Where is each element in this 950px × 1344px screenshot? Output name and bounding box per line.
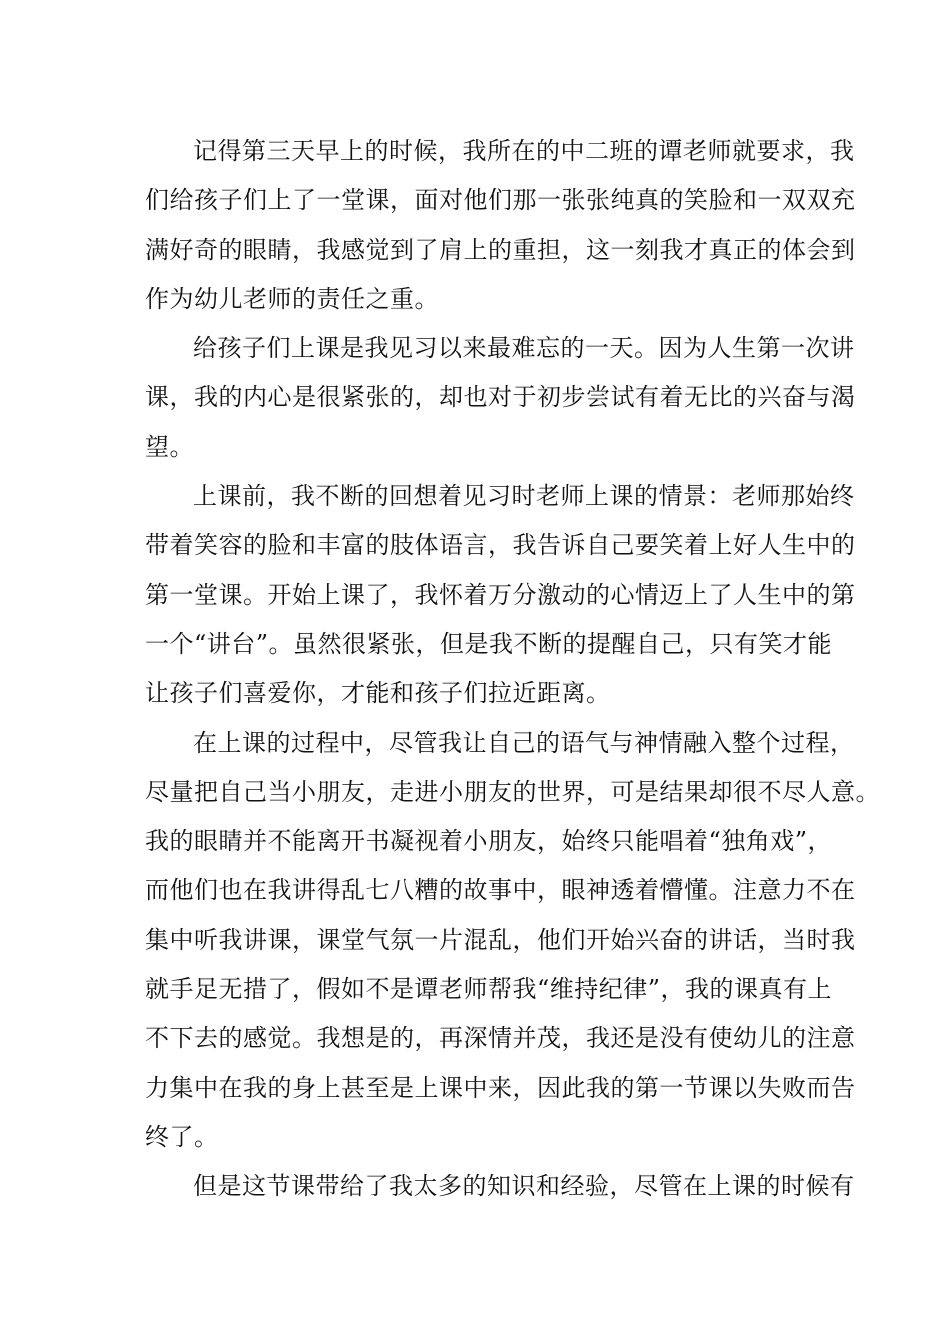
text-line: 满好奇的眼睛，我感觉到了肩上的重担，这一刻我才真正的体会到 <box>145 235 856 264</box>
text-line: 们给孩子们上了一堂课，面对他们那一张张纯真的笑脸和一双双充 <box>145 186 856 215</box>
document-body <box>145 127 880 1212</box>
text-line: 作为幼儿老师的责任之重。 <box>145 284 439 313</box>
text-line: 集中听我讲课，课堂气氛一片混乱，他们开始兴奋的讲话，当时我 <box>145 925 856 954</box>
paragraph <box>145 472 856 718</box>
text-line: 记得第三天早上的时候，我所在的中二班的谭老师就要求，我 <box>193 137 855 165</box>
text-line: 不下去的感觉。我想是的，再深情并茂，我还是没有使幼儿的注意 <box>145 1024 856 1053</box>
text-line: 而他们也在我讲得乱七八糟的故事中，眼神透着懵懂。注意力不在 <box>145 876 856 905</box>
text-line: 望。 <box>145 432 194 461</box>
paragraph <box>145 127 856 324</box>
text-line: 但是这节课带给了我太多的知识和经验，尽管在上课的时候有 <box>193 1172 855 1201</box>
text-line: 尽量把自己当小朋友，走进小朋友的世界，可是结果却很不尽人意。 <box>145 777 880 806</box>
text-line: 第一堂课。开始上课了，我怀着万分激动的心情迈上了人生中的第 <box>145 580 856 609</box>
text-line: 就手足无措了，假如不是谭老师帮我“维持纪律”，我的课真有上 <box>145 975 833 1004</box>
paragraph <box>145 719 880 1163</box>
paragraph <box>145 1162 855 1211</box>
text-line: 终了。 <box>145 1122 219 1151</box>
text-line: 让孩子们喜爱你，才能和孩子们拉近距离。 <box>145 679 611 708</box>
paragraph <box>145 324 856 472</box>
text-line: 给孩子们上课是我见习以来最难忘的一天。因为人生第一次讲 <box>193 334 855 363</box>
text-line: 力集中在我的身上甚至是上课中来，因此我的第一节课以失败而告 <box>145 1073 856 1102</box>
text-line: 我的眼睛并不能离开书凝视着小朋友，始终只能唱着“独角戏”， <box>145 827 833 856</box>
text-line: 一个“讲台”。虽然很紧张，但是我不断的提醒自己，只有笑才能 <box>145 629 833 658</box>
text-line: 上课前，我不断的回想着见习时老师上课的情景：老师那始终 <box>193 482 855 511</box>
text-line: 课，我的内心是很紧张的，却也对于初步尝试有着无比的兴奋与渴 <box>145 383 856 412</box>
text-line: 在上课的过程中，尽管我让自己的语气与神情融入整个过程， <box>193 728 855 757</box>
text-line: 带着笑容的脸和丰富的肢体语言，我告诉自己要笑着上好人生中的 <box>145 531 856 560</box>
